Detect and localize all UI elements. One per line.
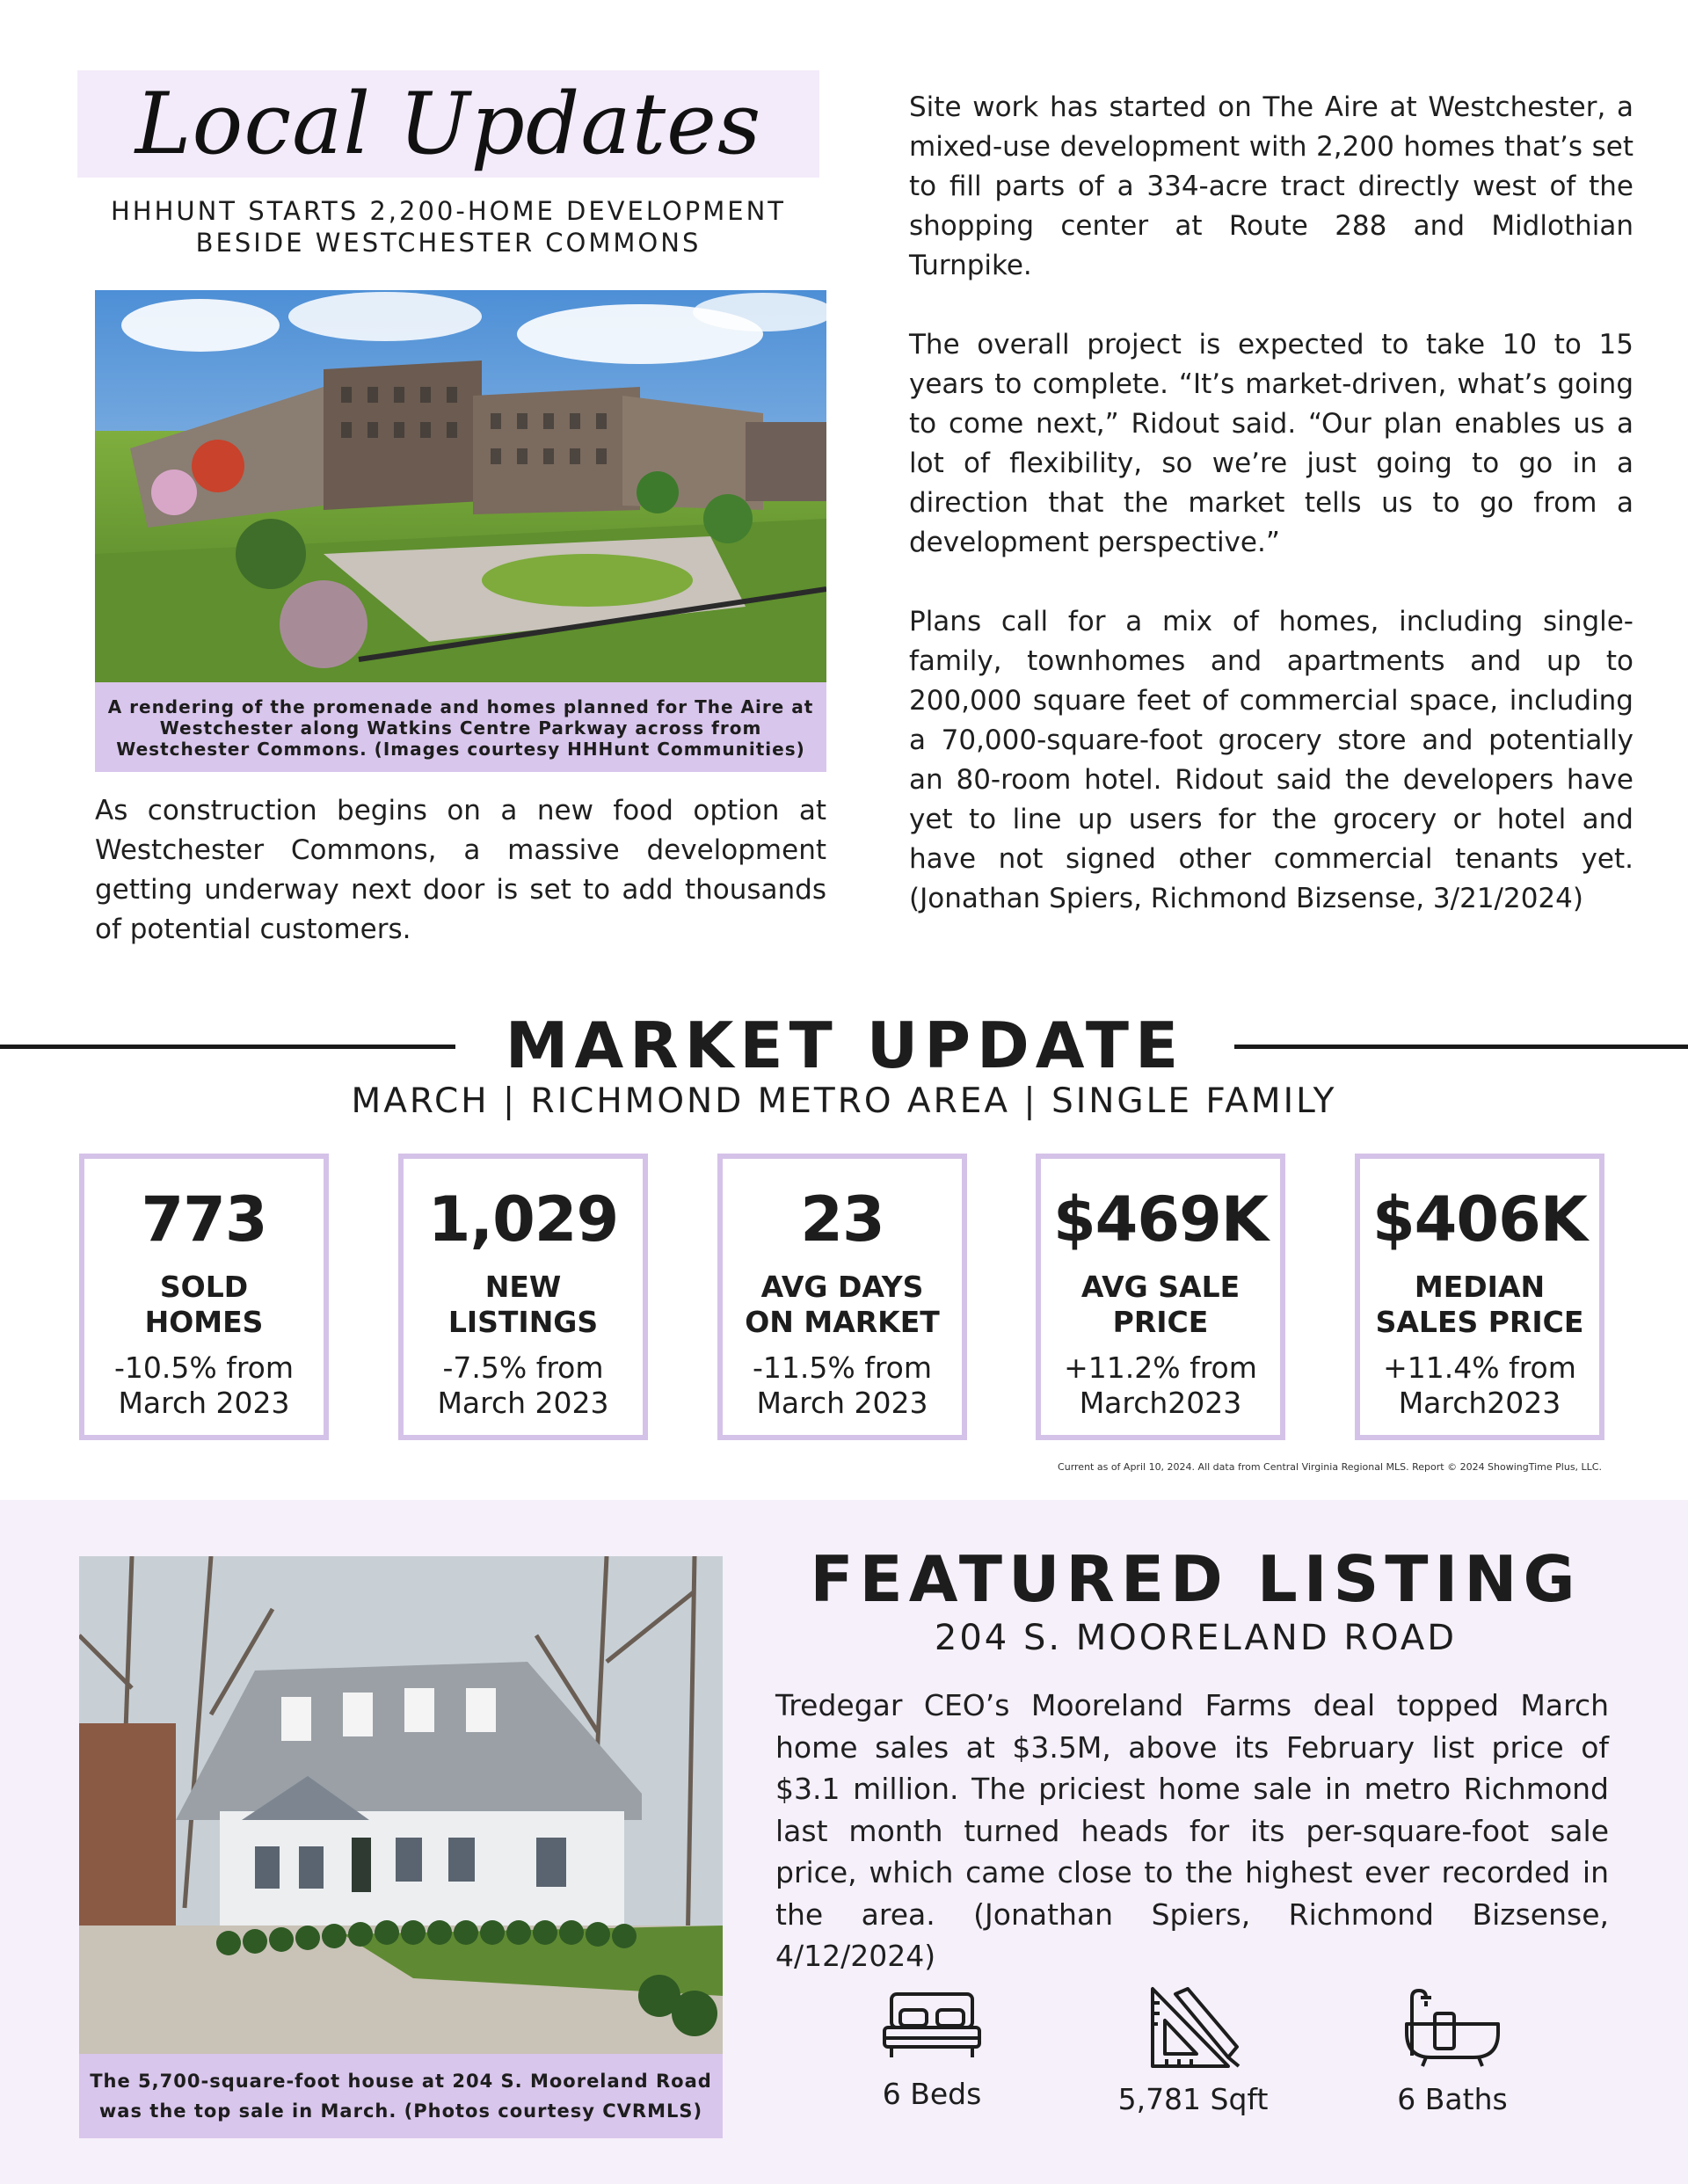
bathtub-icon (1347, 1985, 1558, 2070)
stat-card-sold-homes (79, 1154, 329, 1440)
featured-house-image (79, 1556, 723, 2054)
stat-card-avg-days-on-market (717, 1154, 967, 1440)
featured-listing-title: FEATURED LISTING (810, 1542, 1582, 1616)
local-updates-article (909, 88, 1633, 958)
local-updates-title: Local Updates (135, 75, 762, 173)
market-data-source-note: Current as of April 10, 2024. All data from Central Virginia Regional MLS. Report © 2024 ShowingTime Plus, LLC. (1058, 1461, 1602, 1473)
feature-baths (1347, 1985, 1558, 2117)
stat-card-new-listings (398, 1154, 648, 1440)
stat-change: +11.2% from March2023 (1064, 1350, 1257, 1420)
stat-change: +11.4% from March2023 (1383, 1350, 1576, 1420)
article-paragraph: The overall project is expected to take 10 to 15 years to complete. “It’s market-driven, what’s going to come next,” Ridout said. “Our plan enables us a lot of flexibility, so we’re just going to go in a direction that the market tells us to go from a development perspective.” (909, 329, 1633, 558)
stat-value: 773 (141, 1183, 267, 1256)
stat-value: 1,029 (427, 1183, 619, 1256)
stat-label: SOLD HOMES (144, 1270, 264, 1339)
stat-label: NEW LISTINGS (447, 1270, 599, 1339)
stat-label: AVG DAYS ON MARKET (745, 1270, 940, 1339)
feature-beds (826, 1985, 1037, 2112)
stat-label: AVG SALE PRICE (1080, 1270, 1241, 1339)
market-update-rule-left (0, 1045, 455, 1049)
market-update-subtitle: MARCH | RICHMOND METRO AREA | SINGLE FAMILY (351, 1081, 1337, 1121)
local-updates-intro: As construction begins on a new food option at Westchester Commons, a massive development getting underway next door is set to add thousands of potential customers. (95, 795, 826, 945)
stat-value: 23 (800, 1183, 884, 1256)
stat-value: $406K (1372, 1183, 1588, 1256)
stat-change: -7.5% from March 2023 (437, 1350, 609, 1420)
stat-card-median-sales-price (1355, 1154, 1604, 1440)
market-update-title: MARKET UPDATE (505, 1008, 1185, 1082)
ruler-triangle-icon (1088, 1985, 1299, 2070)
stat-change: -11.5% from March 2023 (752, 1350, 933, 1420)
article-paragraph: Plans call for a mix of homes, including single-family, townhomes and apartments and up to 200,000 square feet of commercial space, including a 70,000-square-foot grocery store and potentially an 80-room hotel. Ridout said the developers have yet to line up users for the grocery or hotel and have not signed other commercial tenants yet. (Jonathan Spiers, Richmond Bizsense, 3/21/2024) (909, 606, 1633, 914)
feature-sqft (1088, 1985, 1299, 2117)
development-photo-caption: A rendering of the promenade and homes planned for The Aire at Westchester along Watkins Centre Parkway across from Westchester Commons. (Images courtesy HHHunt Communities) (95, 682, 826, 772)
market-update-rule-right (1234, 1045, 1688, 1049)
stat-card-avg-sale-price (1036, 1154, 1285, 1440)
stat-label: MEDIAN SALES PRICE (1375, 1270, 1584, 1339)
feature-label: 5,781 Sqft (1117, 2082, 1269, 2116)
featured-photo-caption: The 5,700-square-foot house at 204 S. Mooreland Road was the top sale in March. (Photos courtesy CVRMLS) (79, 2054, 723, 2138)
feature-label: 6 Beds (882, 2077, 982, 2111)
featured-listing-address: 204 S. MOORELAND ROAD (934, 1618, 1458, 1658)
bed-icon (826, 1985, 1037, 2064)
article-paragraph: Site work has started on The Aire at Westchester, a mixed-use development with 2,200 homes that’s set to fill parts of a 334-acre tract directly west of the shopping center at Route 288 and Midlothian Turnpike. (909, 91, 1633, 281)
development-rendering-image (95, 290, 826, 682)
feature-label: 6 Baths (1397, 2082, 1508, 2116)
stat-change: -10.5% from March 2023 (113, 1350, 295, 1420)
stat-value: $469K (1052, 1183, 1269, 1256)
featured-listing-description: Tredegar CEO’s Mooreland Farms deal topped March home sales at $3.5M, above its February list price of $3.1 million. The priciest home sale in metro Richmond last month turned heads for its per-square-foot sale price, which came close to the highest ever recorded in the area. (Jonathan Spiers, Richmond Bizsense, 4/12/2024) (775, 1688, 1609, 1973)
local-updates-headline: HHHUNT STARTS 2,200-HOME DEVELOPMENT BESIDE WESTCHESTER COMMONS (110, 196, 787, 258)
